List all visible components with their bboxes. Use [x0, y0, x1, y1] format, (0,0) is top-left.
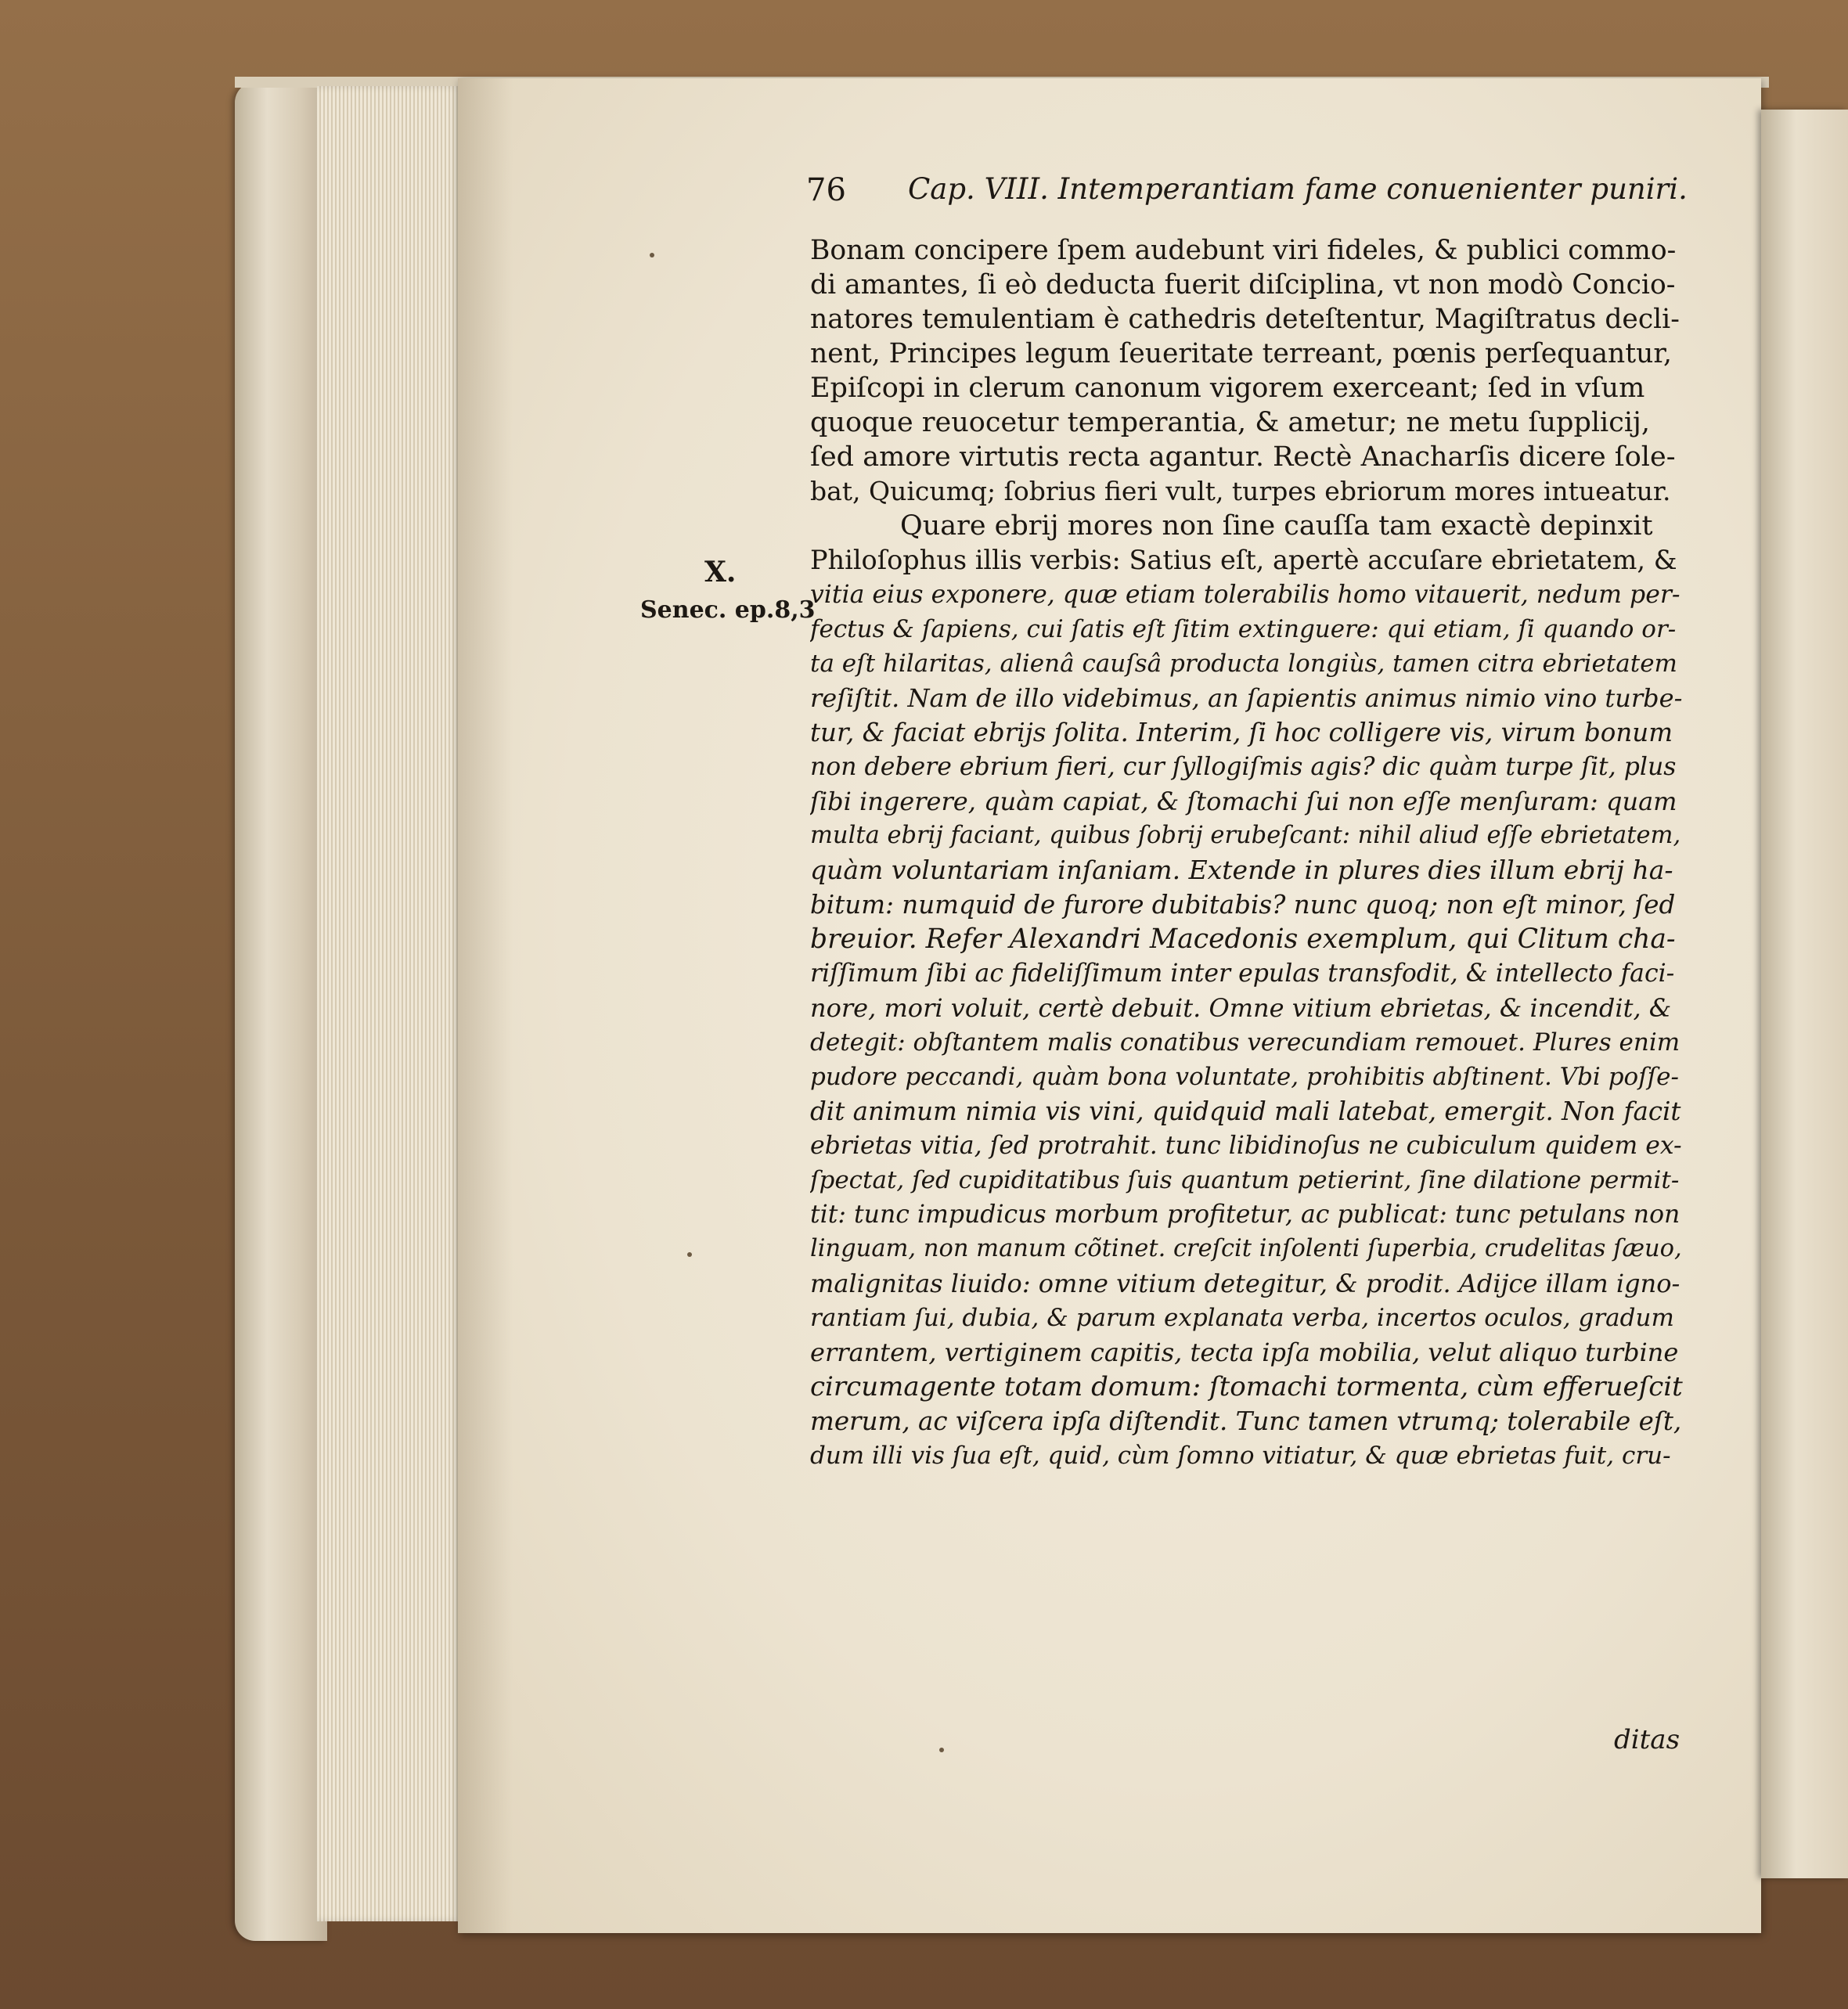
text-line: dum illi vis ſua eſt, quid, cùm ſomno vitiatur, & quæ ebrietas fuit, cru-	[810, 1442, 1671, 1470]
page-number: 76	[806, 172, 846, 208]
text-line: ſed amore virtutis recta agantur. Rectè Anacharſis dicere ſole-	[810, 441, 1676, 473]
section-numeral: X.	[704, 556, 737, 589]
text-line: bat, Quicumq; ſobrius fieri vult, turpes ebriorum mores intueatur.	[810, 476, 1671, 506]
paper-speck	[939, 1748, 944, 1752]
text-line: nent, Principes legum ſeueritate terreant, pœnis perſequantur,	[810, 338, 1673, 369]
text-line: Philoſophus illis verbis: Satius eſt, apertè accuſare ebrietatem, &	[810, 545, 1677, 575]
text-line: tur, & faciat ebrijs ſolita. Interim, ſi hoc colligere vis, virum bonum	[810, 718, 1673, 747]
text-line: riſſimum ſibi ac fideliſſimum inter epulas transfodit, & intellecto faci-	[810, 959, 1675, 988]
text-line: breuior. Refer Alexandri Macedonis exemplum, qui Clitum cha-	[810, 923, 1676, 955]
gutter-shadow	[458, 78, 513, 1933]
facing-page-edge	[1761, 110, 1848, 1878]
text-line: linguam, non manum cõtinet. creſcit inſolenti ſuperbia, crudelitas ſæuo,	[810, 1235, 1682, 1262]
paper-speck	[687, 1252, 692, 1257]
running-header	[806, 172, 1695, 221]
text-line: pudore peccandi, quàm bona voluntate, prohibitis abſtinent. Vbi poſſe-	[810, 1063, 1679, 1091]
text-line: multa ebrij faciant, quibus ſobrij erubeſcant: nihil aliud eſſe ebrietatem,	[810, 822, 1681, 849]
text-line: di amantes, ſi eò deducta fuerit diſciplina, vt non modò Concio-	[810, 269, 1676, 301]
text-line: Quare ebrij mores non ſine cauſſa tam exactè depinxit	[900, 510, 1653, 542]
text-line: Bonam concipere ſpem audebunt viri fideles, & publici commo-	[810, 235, 1677, 266]
text-line: reſiſtit. Nam de illo videbimus, an ſapientis animus nimio vino turbe-	[810, 683, 1683, 713]
running-title: Cap. VIII. Intemperantiam fame conuenienter puniri.	[908, 172, 1688, 206]
text-line: errantem, vertiginem capitis, tecta ipſa mobilia, velut aliquo turbine	[810, 1338, 1679, 1367]
text-line: quàm voluntariam inſaniam. Extende in plures dies illum ebrij ha-	[810, 855, 1673, 885]
source-reference: Senec. ep.8,3	[640, 596, 816, 624]
main-text	[810, 233, 1683, 1473]
text-line: vitia eius exponere, quæ etiam tolerabilis homo vitauerit, nedum per-	[810, 581, 1680, 609]
text-line: ſpectat, ſed cupiditatibus ſuis quantum petierint, ſine dilatione permit-	[810, 1166, 1680, 1194]
text-line: ta eſt hilaritas, alienâ cauſsâ producta longiùs, tamen citra ebrietatem	[810, 650, 1677, 678]
vellum-binding	[235, 82, 327, 1941]
text-line: natores temulentiam è cathedris deteſtentur, Magiſtratus decli-	[810, 304, 1680, 335]
text-line: merum, ac viſcera ipſa diſtendit. Tunc tamen vtrumq; tolerabile eſt,	[810, 1406, 1682, 1436]
paper-speck	[650, 253, 654, 257]
text-line: dit animum nimia vis vini, quidquid mali latebat, emergit. Non facit	[810, 1096, 1681, 1126]
page-edges	[317, 86, 462, 1921]
text-line: quoque reuocetur temperantia, & ametur; ne metu ſupplicij,	[810, 407, 1651, 438]
text-line: rantiam ſui, dubia, & parum explanata verba, incertos oculos, gradum	[810, 1304, 1674, 1332]
text-line: circumagente totam domum: ſtomachi tormenta, cùm efferueſcit	[810, 1371, 1683, 1402]
text-line: nore, mori voluit, certè debuit. Omne vitium ebrietas, & incendit, &	[810, 993, 1672, 1023]
text-line: malignitas liuido: omne vitium detegitur, & prodit. Adijce illam igno-	[810, 1269, 1680, 1298]
text-line: bitum: numquid de furore dubitabis? nunc quoq; non eſt minor, ſed	[810, 890, 1676, 920]
text-line: tit: tunc impudicus morbum profitetur, ac publicat: tunc petulans non	[810, 1201, 1680, 1229]
text-line: fectus & ſapiens, cui ſatis eſt ſitim extinguere: qui etiam, ſi quando or-	[810, 615, 1677, 643]
text-line: ebrietas vitia, ſed protrahit. tunc libidinoſus ne cubiculum quidem ex-	[810, 1132, 1682, 1160]
text-line: Epiſcopi in clerum canonum vigorem exerceant; ſed in vſum	[810, 373, 1645, 404]
catchword: ditas	[1614, 1724, 1680, 1755]
text-line: non debere ebrium fieri, cur ſyllogiſmis agis? dic quàm turpe ſit, plus	[810, 753, 1677, 781]
text-line: ſibi ingerere, quàm capiat, & ſtomachi ſui non eſſe menſuram: quam	[810, 787, 1677, 816]
text-line: detegit: obſtantem malis conatibus verecundiam remouet. Plures enim	[810, 1028, 1680, 1057]
